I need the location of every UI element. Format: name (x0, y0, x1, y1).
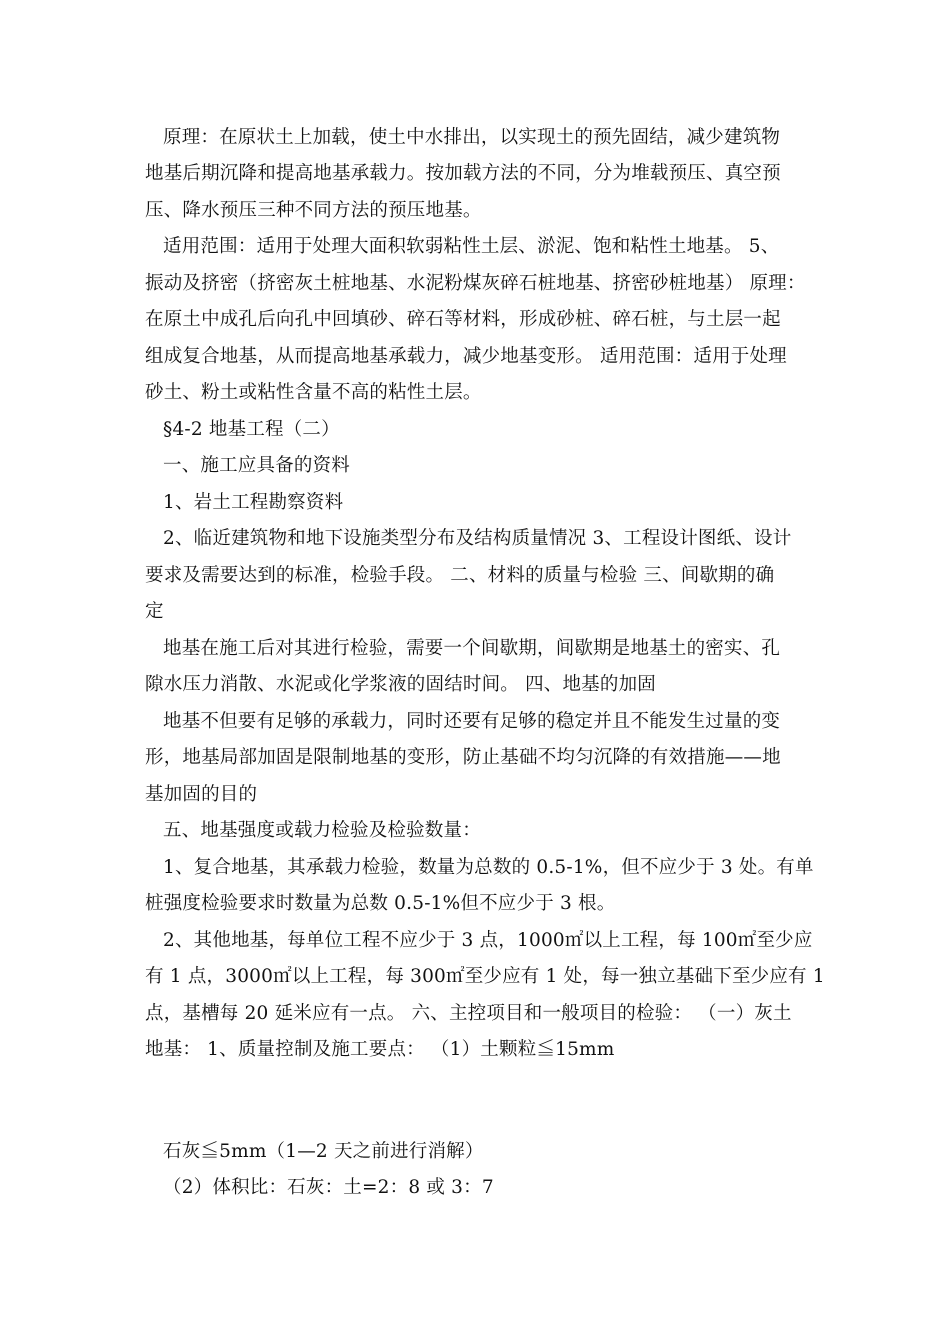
subheading-inspection: 五、地基强度或载力检验及检验数量： (163, 820, 481, 841)
inspection-item-2-line-3: 点，基槽每 20 延米应有一点。 六、主控项目和一般项目的检验： （一）灰土 (145, 1003, 792, 1024)
list-item-2-line-3: 定 (145, 601, 164, 622)
paragraph-reinforce-line-3: 基加固的目的 (145, 784, 258, 805)
inspection-item-1-line-1: 1、复合地基，其承载力检验，数量为总数的 0.5-1%，但不应少于 3 处。有单 (163, 857, 814, 878)
inspection-item-2-line-4: 地基： 1、质量控制及施工要点： （1）土颗粒≦15mm (145, 1039, 615, 1060)
paragraph-scope-line-2: 振动及挤密（挤密灰土桩地基、水泥粉煤灰碎石桩地基、挤密砂桩地基） 原理： (145, 273, 806, 294)
list-item-2-line-1: 2、临近建筑物和地下设施类型分布及结构质量情况 3、工程设计图纸、设计 (163, 528, 792, 549)
paragraph-interval-line-2: 隙水压力消散、水泥或化学浆液的固结时间。 四、地基的加固 (145, 674, 656, 695)
paragraph-principle-line-2: 地基后期沉降和提高地基承载力。按加载方法的不同，分为堆载预压、真空预 (145, 163, 781, 184)
paragraph-interval-line-1: 地基在施工后对其进行检验，需要一个间歇期，间歇期是地基土的密实、孔 (163, 638, 781, 659)
paragraph-scope-line-3: 在原土中成孔后向孔中回填砂、碎石等材料，形成砂桩、碎石桩，与土层一起 (145, 309, 781, 330)
inspection-item-1-line-2: 桩强度检验要求时数量为总数 0.5-1%但不应少于 3 根。 (145, 893, 616, 914)
paragraph-scope-line-5: 砂土、粉土或粘性含量不高的粘性土层。 (145, 382, 482, 403)
inspection-item-2-line-2: 有 1 点，3000㎡以上工程，每 300㎡至少应有 1 处，每一独立基础下至少应有 1 (145, 966, 825, 987)
paragraph-reinforce-line-2: 形，地基局部加固是限制地基的变形，防止基础不均匀沉降的有效措施——地 (145, 747, 781, 768)
inspection-item-2-line-1: 2、其他地基，每单位工程不应少于 3 点，1000㎡以上工程，每 100㎡至少应 (163, 930, 813, 951)
list-item-1: 1、岩土工程勘察资料 (163, 492, 344, 513)
paragraph-principle-line-1: 原理：在原状土上加载，使土中水排出，以实现土的预先固结，减少建筑物 (163, 127, 781, 148)
paragraph-principle-line-3: 压、降水预压三种不同方法的预压地基。 (145, 200, 482, 221)
lime-particle-size: 石灰≦5mm（1—2 天之前进行消解） (163, 1141, 484, 1162)
volume-ratio: （2）体积比：石灰：土=2：8 或 3：7 (163, 1177, 494, 1198)
paragraph-scope-line-4: 组成复合地基，从而提高地基承载力，减少地基变形。 适用范围：适用于处理 (145, 346, 787, 367)
subheading-materials: 一、施工应具备的资料 (163, 455, 351, 476)
list-item-2-line-2: 要求及需要达到的标准，检验手段。 二、材料的质量与检验 三、间歇期的确 (145, 565, 775, 586)
paragraph-reinforce-line-1: 地基不但要有足够的承载力，同时还要有足够的稳定并且不能发生过量的变 (163, 711, 781, 732)
paragraph-scope-line-1: 适用范围：适用于处理大面积软弱粘性土层、淤泥、饱和粘性土地基。 5、 (163, 236, 780, 257)
section-heading: §4-2 地基工程（二） (163, 419, 340, 440)
